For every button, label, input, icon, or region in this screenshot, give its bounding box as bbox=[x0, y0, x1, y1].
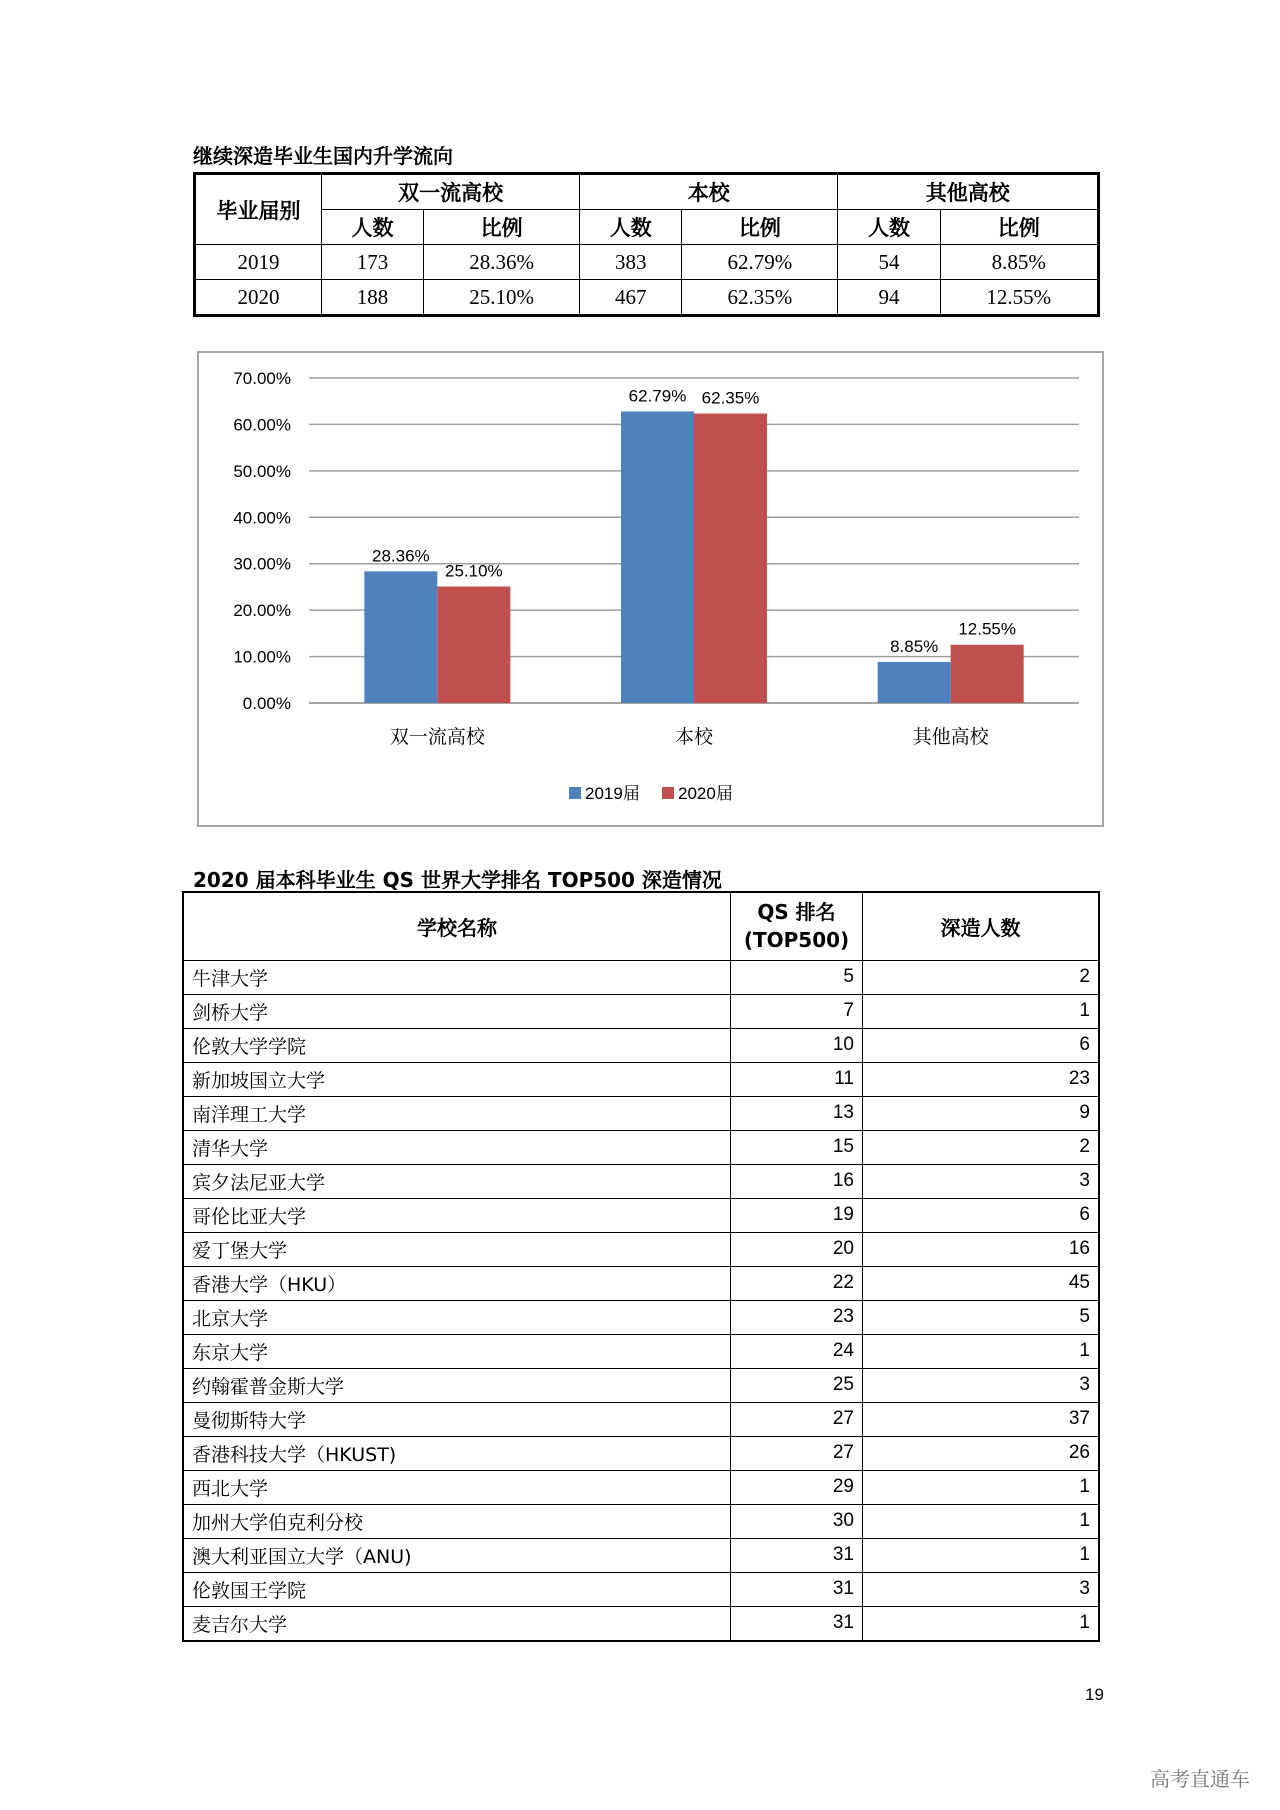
bar bbox=[694, 414, 767, 703]
value-cell: 94 bbox=[838, 280, 940, 316]
school-name-cell: 牛津大学 bbox=[183, 960, 731, 994]
table-row bbox=[195, 280, 1099, 316]
data-label: 25.10% bbox=[444, 561, 503, 581]
value-cell: 62.35% bbox=[682, 280, 838, 316]
qs-rank-cell: 5 bbox=[731, 960, 863, 994]
bar-chart bbox=[197, 351, 1104, 827]
value-cell: 25.10% bbox=[424, 280, 580, 316]
school-name-cell: 约翰霍普金斯大学 bbox=[183, 1368, 731, 1402]
count-cell: 3 bbox=[863, 1368, 1100, 1402]
table-row bbox=[183, 1572, 1099, 1606]
count-cell: 1 bbox=[863, 1538, 1100, 1572]
header-count: 深造人数 bbox=[863, 892, 1100, 960]
bar bbox=[621, 411, 694, 703]
school-name-cell: 宾夕法尼亚大学 bbox=[183, 1164, 731, 1198]
table-row bbox=[183, 1606, 1099, 1641]
header-qs-rank-line2: (TOP500) bbox=[743, 928, 850, 953]
value-cell: 383 bbox=[580, 245, 682, 280]
category-label: 其他高校 bbox=[912, 726, 989, 748]
header-ratio: 比例 bbox=[940, 210, 1099, 245]
school-name-cell: 新加坡国立大学 bbox=[183, 1062, 731, 1096]
table-row bbox=[183, 1130, 1099, 1164]
bar bbox=[364, 571, 437, 703]
bar bbox=[878, 662, 951, 703]
qs-rank-cell: 13 bbox=[731, 1096, 863, 1130]
value-cell: 28.36% bbox=[424, 245, 580, 280]
header-count: 人数 bbox=[322, 210, 424, 245]
header-count: 人数 bbox=[580, 210, 682, 245]
school-name-cell: 东京大学 bbox=[183, 1334, 731, 1368]
qs-ranking-table bbox=[182, 891, 1100, 1642]
count-cell: 9 bbox=[863, 1096, 1100, 1130]
count-cell: 2 bbox=[863, 1130, 1100, 1164]
y-tick-label: 0.00% bbox=[242, 694, 291, 713]
y-tick-label: 60.00% bbox=[233, 415, 291, 435]
count-cell: 6 bbox=[863, 1028, 1100, 1062]
value-cell: 62.79% bbox=[682, 245, 838, 280]
count-cell: 2 bbox=[863, 960, 1100, 994]
data-label: 62.79% bbox=[628, 386, 687, 406]
bar bbox=[437, 586, 510, 703]
school-name-cell: 哥伦比亚大学 bbox=[183, 1198, 731, 1232]
qs-rank-cell: 31 bbox=[731, 1572, 863, 1606]
table-row bbox=[183, 1334, 1099, 1368]
table-row bbox=[183, 1300, 1099, 1334]
table1-title: 继续深造毕业生国内升学流向 bbox=[193, 144, 453, 168]
data-label: 12.55% bbox=[958, 619, 1017, 639]
school-name-cell: 伦敦大学学院 bbox=[183, 1028, 731, 1062]
header-group: 其他高校 bbox=[838, 174, 1099, 210]
y-tick-label: 20.00% bbox=[233, 601, 291, 621]
value-cell: 173 bbox=[322, 245, 424, 280]
value-cell: 467 bbox=[580, 280, 682, 316]
table-row bbox=[183, 1062, 1099, 1096]
school-name-cell: 北京大学 bbox=[183, 1300, 731, 1334]
qs-rank-cell: 11 bbox=[731, 1062, 863, 1096]
y-tick-label: 70.00% bbox=[233, 369, 291, 388]
watermark: 高考直通车 bbox=[1150, 1767, 1250, 1791]
header-ratio: 比例 bbox=[682, 210, 838, 245]
data-label: 28.36% bbox=[371, 546, 430, 566]
bar-chart-svg bbox=[199, 353, 1102, 825]
school-name-cell: 清华大学 bbox=[183, 1130, 731, 1164]
y-tick-label: 30.00% bbox=[233, 554, 291, 574]
header-school: 学校名称 bbox=[183, 892, 731, 960]
year-cell: 2019 bbox=[195, 245, 322, 280]
data-label: 62.35% bbox=[701, 388, 760, 408]
data-label: 8.85% bbox=[890, 636, 939, 656]
qs-rank-cell: 27 bbox=[731, 1436, 863, 1470]
school-name-cell: 香港科技大学（HKUST) bbox=[183, 1436, 731, 1470]
value-cell: 12.55% bbox=[940, 280, 1099, 316]
header-group: 本校 bbox=[580, 174, 838, 210]
header-qs-rank bbox=[731, 892, 863, 960]
y-tick-label: 50.00% bbox=[233, 461, 291, 481]
school-name-cell: 西北大学 bbox=[183, 1470, 731, 1504]
qs-rank-cell: 23 bbox=[731, 1300, 863, 1334]
table-row bbox=[183, 1402, 1099, 1436]
school-name-cell: 麦吉尔大学 bbox=[183, 1606, 731, 1641]
table-row bbox=[183, 960, 1099, 994]
table2-title: 2020 届本科毕业生 QS 世界大学排名 TOP500 深造情况 bbox=[193, 868, 722, 892]
school-name-cell: 爱丁堡大学 bbox=[183, 1232, 731, 1266]
value-cell: 188 bbox=[322, 280, 424, 316]
count-cell: 3 bbox=[863, 1572, 1100, 1606]
value-cell: 8.85% bbox=[940, 245, 1099, 280]
table-row bbox=[183, 1504, 1099, 1538]
school-name-cell: 剑桥大学 bbox=[183, 994, 731, 1028]
table-row bbox=[183, 1538, 1099, 1572]
table-row bbox=[183, 1198, 1099, 1232]
page-number: 19 bbox=[1085, 1685, 1104, 1704]
count-cell: 23 bbox=[863, 1062, 1100, 1096]
header-year: 毕业届别 bbox=[195, 174, 322, 245]
count-cell: 3 bbox=[863, 1164, 1100, 1198]
table-row bbox=[183, 1436, 1099, 1470]
school-name-cell: 曼彻斯特大学 bbox=[183, 1402, 731, 1436]
count-cell: 1 bbox=[863, 1504, 1100, 1538]
count-cell: 45 bbox=[863, 1266, 1100, 1300]
bar bbox=[951, 645, 1024, 703]
qs-rank-cell: 27 bbox=[731, 1402, 863, 1436]
domestic-destination-table bbox=[193, 172, 1100, 317]
school-name-cell: 澳大利亚国立大学（ANU) bbox=[183, 1538, 731, 1572]
qs-rank-cell: 7 bbox=[731, 994, 863, 1028]
qs-rank-cell: 15 bbox=[731, 1130, 863, 1164]
table-row bbox=[183, 994, 1099, 1028]
legend-swatch bbox=[569, 787, 581, 799]
table-row bbox=[183, 1232, 1099, 1266]
qs-rank-cell: 31 bbox=[731, 1538, 863, 1572]
school-name-cell: 南洋理工大学 bbox=[183, 1096, 731, 1130]
category-label: 双一流高校 bbox=[389, 726, 485, 748]
qs-rank-cell: 22 bbox=[731, 1266, 863, 1300]
table-row bbox=[183, 1164, 1099, 1198]
count-cell: 26 bbox=[863, 1436, 1100, 1470]
qs-rank-cell: 20 bbox=[731, 1232, 863, 1266]
qs-rank-cell: 31 bbox=[731, 1606, 863, 1641]
header-count: 人数 bbox=[838, 210, 940, 245]
table-row bbox=[183, 1028, 1099, 1062]
table-row bbox=[183, 1266, 1099, 1300]
count-cell: 1 bbox=[863, 1470, 1100, 1504]
qs-rank-cell: 25 bbox=[731, 1368, 863, 1402]
y-tick-label: 10.00% bbox=[233, 647, 291, 667]
count-cell: 6 bbox=[863, 1198, 1100, 1232]
school-name-cell: 加州大学伯克利分校 bbox=[183, 1504, 731, 1538]
count-cell: 37 bbox=[863, 1402, 1100, 1436]
header-ratio: 比例 bbox=[424, 210, 580, 245]
count-cell: 16 bbox=[863, 1232, 1100, 1266]
count-cell: 1 bbox=[863, 994, 1100, 1028]
header-qs-rank-line1: QS 排名 bbox=[757, 900, 836, 925]
count-cell: 5 bbox=[863, 1300, 1100, 1334]
header-group: 双一流高校 bbox=[322, 174, 580, 210]
table-row bbox=[183, 1368, 1099, 1402]
count-cell: 1 bbox=[863, 1334, 1100, 1368]
year-cell: 2020 bbox=[195, 280, 322, 316]
qs-rank-cell: 10 bbox=[731, 1028, 863, 1062]
table-row bbox=[183, 1096, 1099, 1130]
qs-rank-cell: 16 bbox=[731, 1164, 863, 1198]
qs-rank-cell: 24 bbox=[731, 1334, 863, 1368]
y-tick-label: 40.00% bbox=[233, 508, 291, 528]
table-row bbox=[195, 245, 1099, 280]
legend-swatch bbox=[662, 787, 674, 799]
table-row bbox=[183, 1470, 1099, 1504]
legend-label: 2019届 bbox=[585, 784, 640, 803]
category-label: 本校 bbox=[674, 726, 714, 748]
legend-label: 2020届 bbox=[678, 784, 733, 803]
count-cell: 1 bbox=[863, 1606, 1100, 1641]
school-name-cell: 伦敦国王学院 bbox=[183, 1572, 731, 1606]
qs-rank-cell: 29 bbox=[731, 1470, 863, 1504]
qs-rank-cell: 19 bbox=[731, 1198, 863, 1232]
value-cell: 54 bbox=[838, 245, 940, 280]
school-name-cell: 香港大学（HKU） bbox=[183, 1266, 731, 1300]
qs-rank-cell: 30 bbox=[731, 1504, 863, 1538]
